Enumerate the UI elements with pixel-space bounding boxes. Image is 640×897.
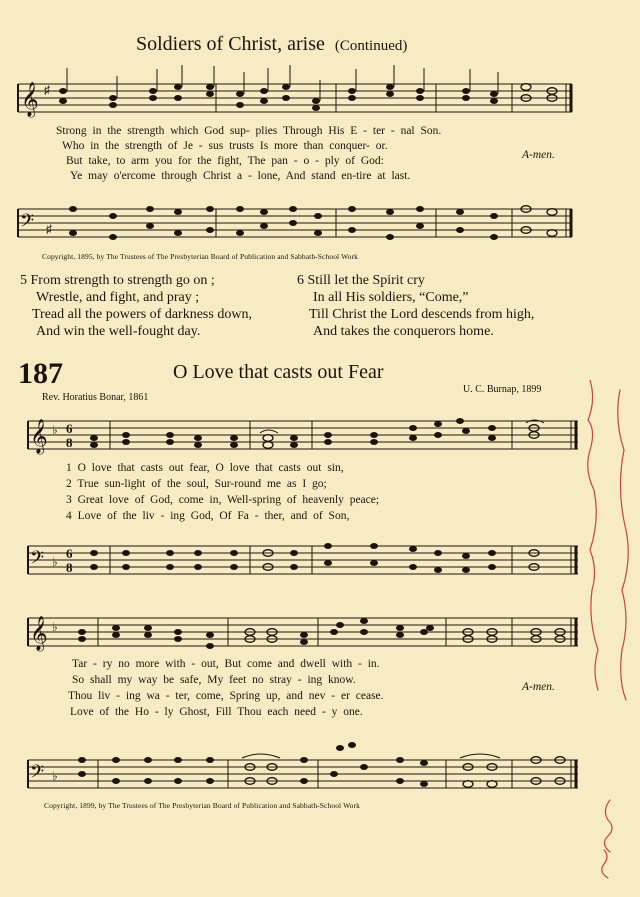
bass-staff-187b bbox=[28, 754, 583, 794]
lyric-line-1: Strong in the strength which God sup- plies Through His E - ter - nal Son. bbox=[56, 125, 442, 137]
treble-staff-top bbox=[18, 78, 578, 118]
lyric-line-3: Thou liv - ing wa - ter, come, Spring up, and nev - er cease. bbox=[68, 690, 384, 702]
svg-text:♯: ♯ bbox=[46, 222, 52, 236]
bass-staff-top bbox=[18, 203, 578, 243]
svg-text:♭: ♭ bbox=[52, 769, 58, 783]
svg-text:𝄢: 𝄢 bbox=[30, 547, 45, 572]
hymn-number: 187 bbox=[18, 357, 63, 390]
svg-text:♭: ♭ bbox=[52, 620, 58, 634]
svg-text:♯: ♯ bbox=[44, 83, 50, 97]
treble-staff-187b bbox=[28, 612, 583, 652]
lyric-line-1: Tar - ry no more with - out, But come and dwell with - in. bbox=[72, 658, 380, 670]
lyric-line-3: 3 Great love of God, come in, Well-spring of heavenly peace; bbox=[66, 494, 380, 506]
lyric-line-2: 2 True sun-light of the soul, Sur-round me as I go; bbox=[66, 478, 327, 490]
lyric-line-4: Ye may o'ercome through Christ a - lone, And stand en-tire at last. bbox=[70, 170, 411, 182]
svg-text:8: 8 bbox=[66, 435, 73, 450]
composer-credit: U. C. Burnap, 1899 bbox=[463, 384, 542, 395]
amen-label: A-men. bbox=[522, 681, 555, 693]
lyric-line-2: So shall my way be safe, My feet no stray - ing know. bbox=[72, 674, 356, 686]
lyric-line-1: 1 O love that casts out fear, O love that casts out sin, bbox=[66, 462, 344, 474]
bass-staff-187a bbox=[28, 540, 583, 580]
stanza-number: 6 bbox=[297, 273, 304, 288]
lyric-line-4: 4 Love of the liv - ing God, Of Fa - ther, and of Son, bbox=[66, 510, 350, 522]
stanza-5: 5 From strength to strength go on ; Wrestle, and fight, and pray ; Tread all the powers of darkness down, And win the well-fought day. bbox=[20, 273, 252, 339]
svg-text:𝄢: 𝄢 bbox=[30, 761, 45, 786]
svg-text:♭: ♭ bbox=[52, 555, 58, 569]
copyright-187: Copyright, 1899, by The Trustees of The Presbyterian Board of Publication and Sabbath-School Work bbox=[44, 801, 360, 810]
svg-text:♭: ♭ bbox=[52, 423, 58, 437]
svg-text:𝄞: 𝄞 bbox=[30, 420, 48, 453]
stanza-number: 5 bbox=[20, 273, 27, 288]
hymn-title: O Love that casts out Fear bbox=[173, 361, 384, 383]
svg-text:𝄞: 𝄞 bbox=[21, 83, 39, 116]
handwritten-annotation bbox=[580, 380, 640, 890]
lyric-line-3: But take, to arm you for the fight, The pan - o - ply of God: bbox=[66, 155, 384, 167]
svg-text:8: 8 bbox=[66, 560, 73, 575]
svg-text:𝄢: 𝄢 bbox=[20, 210, 35, 235]
lyric-line-2: Who in the strength of Je - sus trusts Is more than conquer- or. bbox=[62, 140, 388, 152]
amen-label: A-men. bbox=[522, 149, 555, 161]
hymn-title: Soldiers of Christ, arise (Continued) bbox=[136, 33, 408, 55]
svg-text:6: 6 bbox=[66, 546, 73, 561]
stanza-6: 6 Still let the Spirit cry In all His soldiers, “Come,” Till Christ the Lord descends from high, And takes the conquerors home. bbox=[297, 273, 535, 339]
author-credit: Rev. Horatius Bonar, 1861 bbox=[42, 392, 149, 403]
svg-text:𝄞: 𝄞 bbox=[30, 617, 48, 650]
svg-text:6: 6 bbox=[66, 421, 73, 436]
copyright-top: Copyright, 1895, by The Trustees of The Presbyterian Board of Publication and Sabbath-School Work bbox=[42, 252, 358, 261]
treble-staff-187a bbox=[28, 415, 583, 455]
continued-label: (Continued) bbox=[334, 38, 408, 54]
lyric-line-4: Love of the Ho - ly Ghost, Fill Thou each need - y one. bbox=[70, 706, 363, 718]
